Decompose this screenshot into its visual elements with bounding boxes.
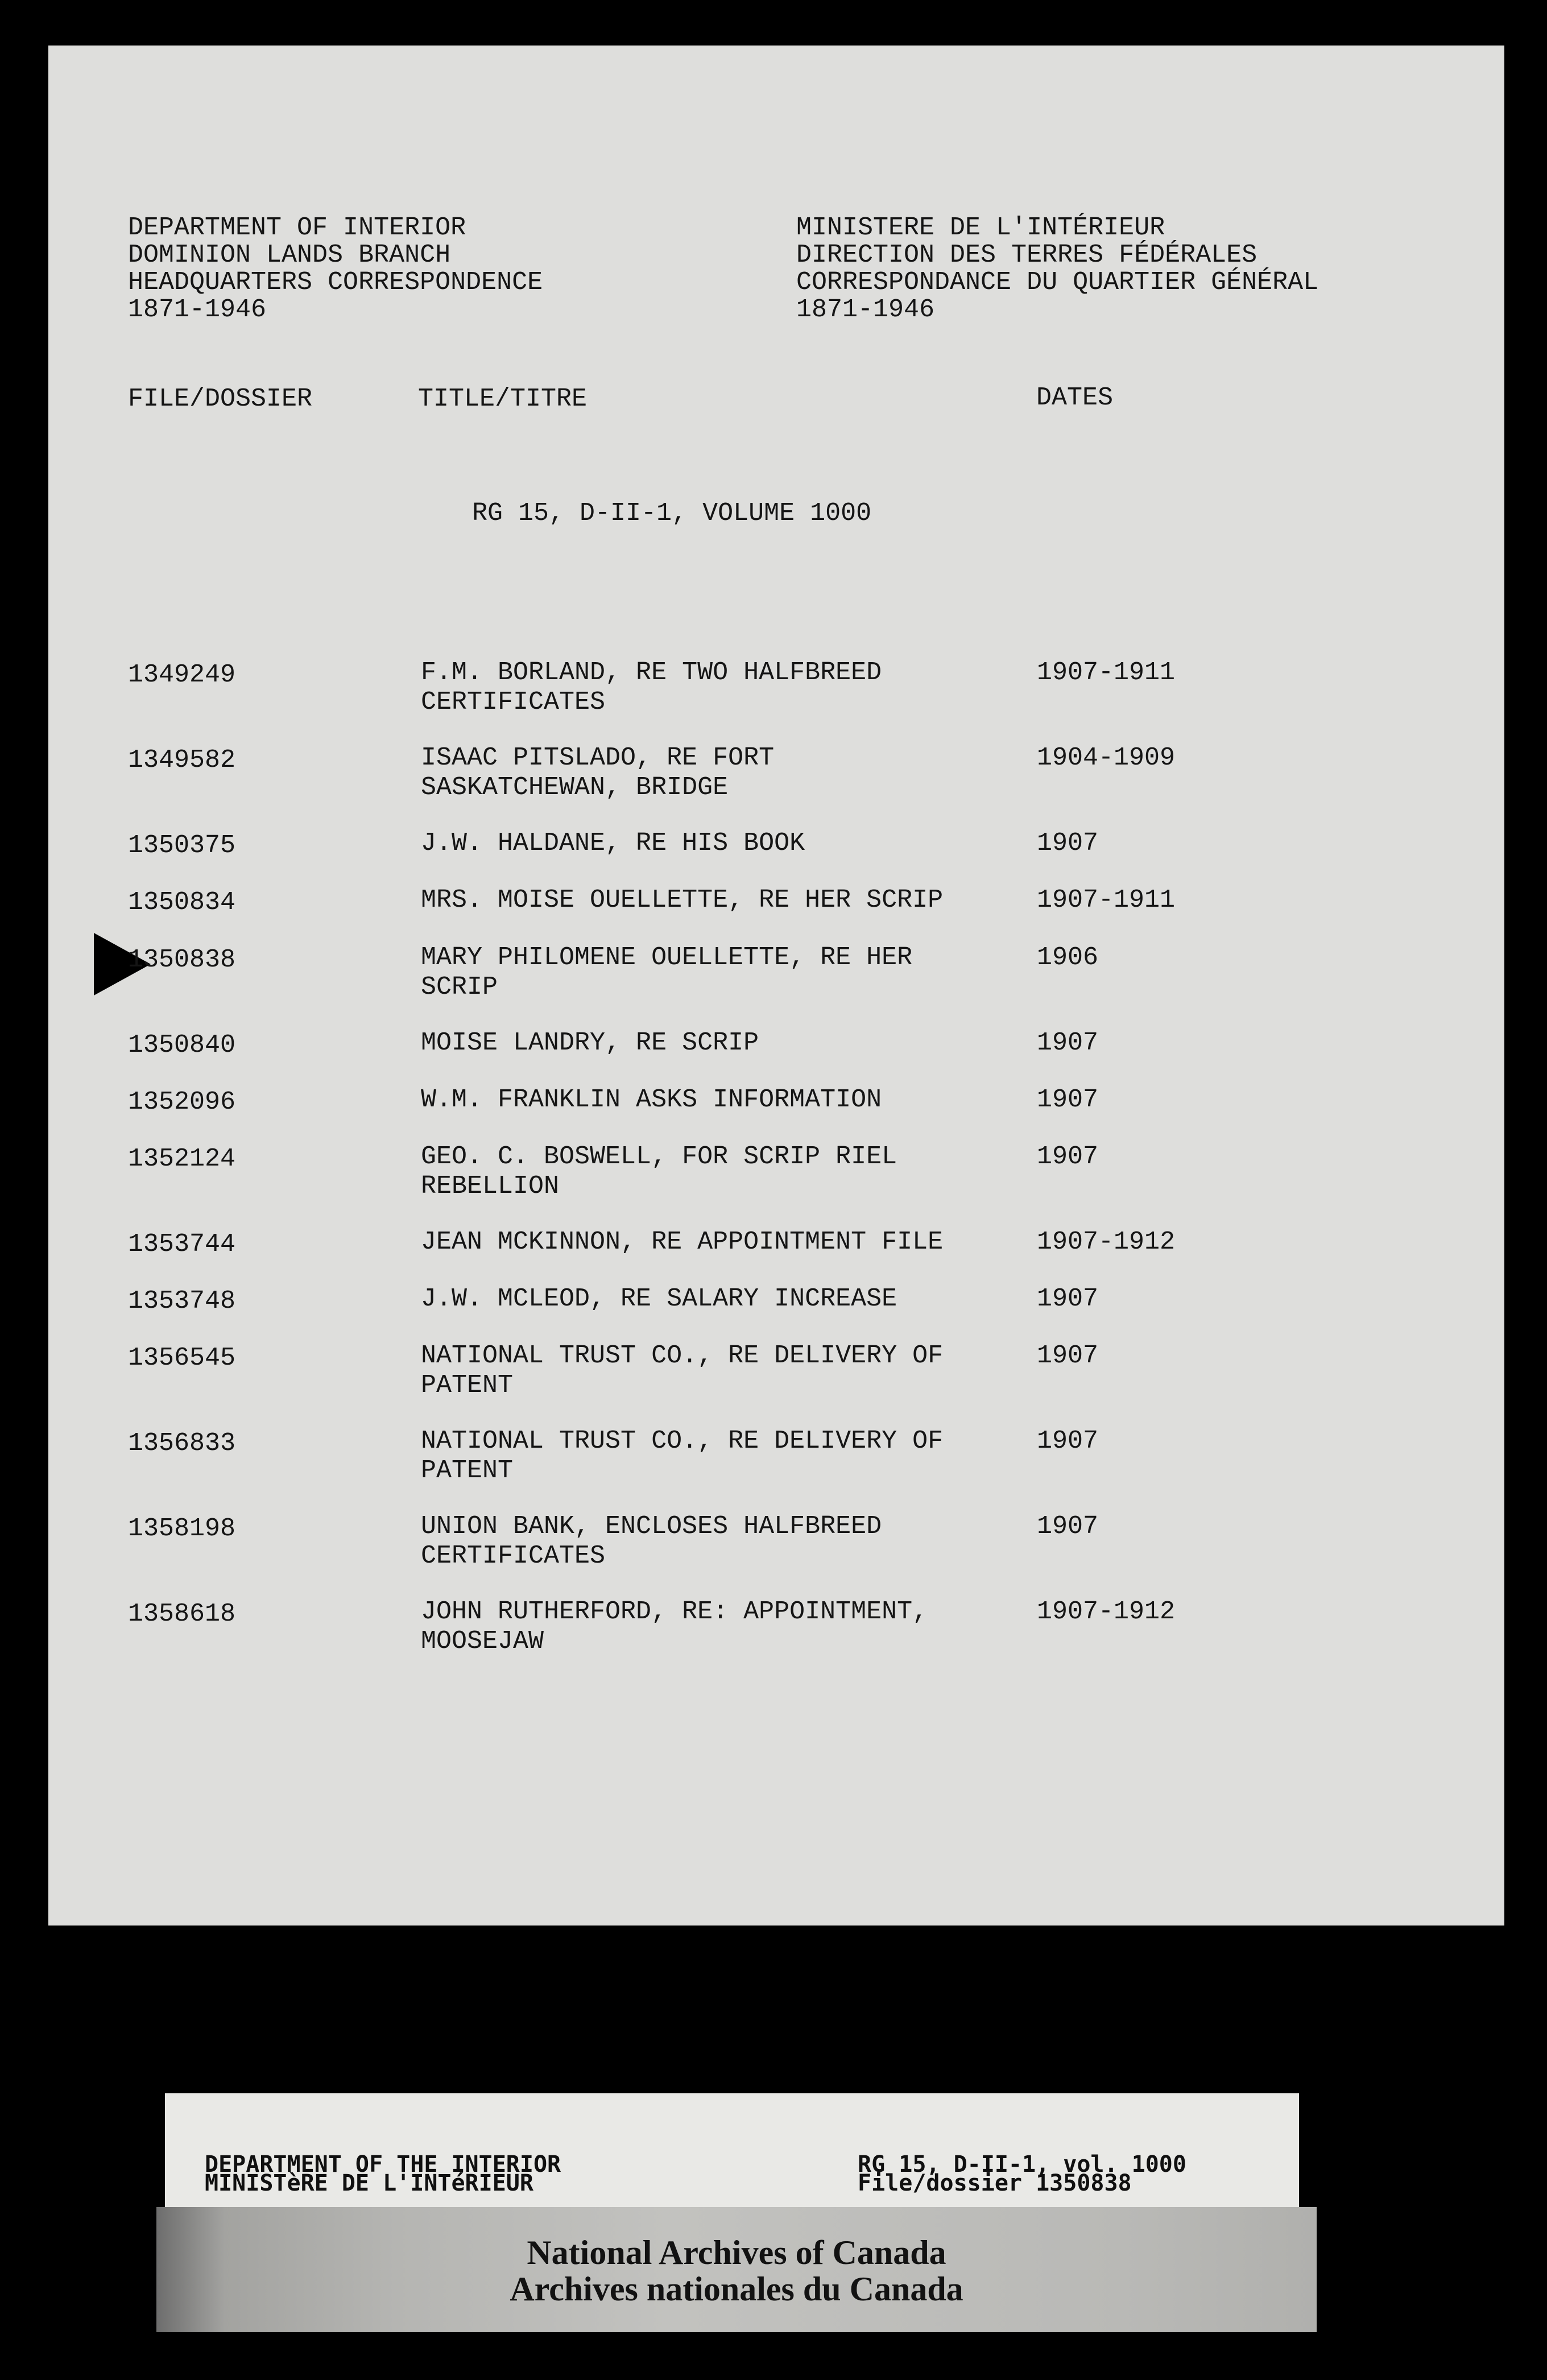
file-dates: 1907-1911 bbox=[1037, 658, 1176, 687]
file-dates: 1906 bbox=[1037, 943, 1099, 972]
file-dates: 1907 bbox=[1037, 1427, 1099, 1456]
file-title-line: JEAN MCKINNON, RE APPOINTMENT FILE bbox=[421, 1228, 944, 1257]
file-title-line: PATENT bbox=[421, 1371, 514, 1400]
file-number: 1350375 bbox=[128, 831, 236, 860]
file-title-line: F.M. BORLAND, RE TWO HALFBREED bbox=[421, 658, 882, 687]
file-number: 1358618 bbox=[128, 1600, 236, 1629]
file-number: 1350840 bbox=[128, 1031, 236, 1060]
file-dates: 1907 bbox=[1037, 1341, 1099, 1370]
file-dates: 1907 bbox=[1037, 1028, 1099, 1057]
strip-file-number: File/dossier 1350838 bbox=[858, 2170, 1132, 2196]
file-number: 1353748 bbox=[128, 1287, 236, 1316]
file-title-line: MOISE LANDRY, RE SCRIP bbox=[421, 1028, 759, 1057]
archives-name-fr: Archives nationales du Canada bbox=[510, 2270, 963, 2308]
file-number: 1349249 bbox=[128, 660, 236, 689]
file-dates: 1907 bbox=[1037, 1284, 1099, 1313]
file-title-line: J.W. MCLEOD, RE SALARY INCREASE bbox=[421, 1284, 897, 1313]
file-title-line: W.M. FRANKLIN ASKS INFORMATION bbox=[421, 1085, 882, 1114]
column-header-file: FILE/DOSSIER bbox=[128, 385, 313, 414]
file-number: 1350834 bbox=[128, 888, 236, 917]
file-dates: 1907-1912 bbox=[1037, 1597, 1176, 1626]
volume-heading: RG 15, D-II-1, VOLUME 1000 bbox=[472, 499, 872, 528]
file-number: 1356833 bbox=[128, 1429, 236, 1458]
document-page bbox=[48, 46, 1504, 1926]
strip-dept-fr: MINISTèRE DE L'INTéRIEUR bbox=[205, 2170, 533, 2196]
file-title-line: J.W. HALDANE, RE HIS BOOK bbox=[421, 829, 805, 858]
file-title-line: REBELLION bbox=[421, 1172, 560, 1201]
header-fr-line-2: DIRECTION DES TERRES FÉDÉRALES bbox=[796, 241, 1258, 270]
file-number: 1352096 bbox=[128, 1088, 236, 1117]
file-number: 1349582 bbox=[128, 746, 236, 775]
file-title-line: UNION BANK, ENCLOSES HALFBREED bbox=[421, 1512, 882, 1541]
file-title-line: MRS. MOISE OUELLETTE, RE HER SCRIP bbox=[421, 886, 944, 915]
file-dates: 1904-1909 bbox=[1037, 743, 1176, 772]
header-fr-line-1: MINISTERE DE L'INTÉRIEUR bbox=[796, 213, 1165, 242]
file-title-line: PATENT bbox=[421, 1456, 514, 1485]
column-header-title: TITLE/TITRE bbox=[418, 385, 588, 414]
strip-dept-en: DEPARTMENT OF THE INTERIOR bbox=[205, 2151, 561, 2177]
file-number: 1358198 bbox=[128, 1514, 236, 1543]
file-number: 1353744 bbox=[128, 1230, 236, 1259]
file-title-line: MOOSEJAW bbox=[421, 1627, 544, 1656]
file-title-line: SASKATCHEWAN, BRIDGE bbox=[421, 773, 729, 802]
file-number: 1352124 bbox=[128, 1144, 236, 1174]
strip-reference: RG 15, D-II-1, vol. 1000 bbox=[858, 2151, 1186, 2177]
file-title-line: CERTIFICATES bbox=[421, 1542, 606, 1571]
file-number: 1356545 bbox=[128, 1344, 236, 1373]
file-title-line: CERTIFICATES bbox=[421, 688, 606, 717]
file-title-line: JOHN RUTHERFORD, RE: APPOINTMENT, bbox=[421, 1597, 928, 1626]
file-number: 1350838 bbox=[128, 945, 236, 974]
header-en-line-4: 1871-1946 bbox=[128, 295, 267, 324]
archives-band bbox=[156, 2207, 1317, 2332]
file-dates: 1907-1912 bbox=[1037, 1228, 1176, 1257]
file-dates: 1907 bbox=[1037, 1512, 1099, 1541]
file-title-line: NATIONAL TRUST CO., RE DELIVERY OF bbox=[421, 1341, 944, 1370]
file-dates: 1907 bbox=[1037, 1142, 1099, 1171]
file-title-line: NATIONAL TRUST CO., RE DELIVERY OF bbox=[421, 1427, 944, 1456]
file-title-line: ISAAC PITSLADO, RE FORT bbox=[421, 743, 775, 772]
file-dates: 1907 bbox=[1037, 1085, 1099, 1114]
archives-name-en: National Archives of Canada bbox=[527, 2234, 946, 2271]
file-title-line: SCRIP bbox=[421, 973, 498, 1002]
file-title-line: MARY PHILOMENE OUELLETTE, RE HER bbox=[421, 943, 913, 972]
header-fr-line-3: CORRESPONDANCE DU QUARTIER GÉNÉRAL bbox=[796, 268, 1319, 297]
header-en-line-1: DEPARTMENT OF INTERIOR bbox=[128, 213, 466, 242]
column-header-dates: DATES bbox=[1036, 383, 1114, 412]
file-title-line: GEO. C. BOSWELL, FOR SCRIP RIEL bbox=[421, 1142, 897, 1171]
reference-strip bbox=[165, 2093, 1299, 2210]
file-dates: 1907 bbox=[1037, 829, 1099, 858]
header-en-line-2: DOMINION LANDS BRANCH bbox=[128, 241, 451, 270]
file-dates: 1907-1911 bbox=[1037, 886, 1176, 915]
header-en-line-3: HEADQUARTERS CORRESPONDENCE bbox=[128, 268, 543, 297]
header-fr-line-4: 1871-1946 bbox=[796, 295, 935, 324]
